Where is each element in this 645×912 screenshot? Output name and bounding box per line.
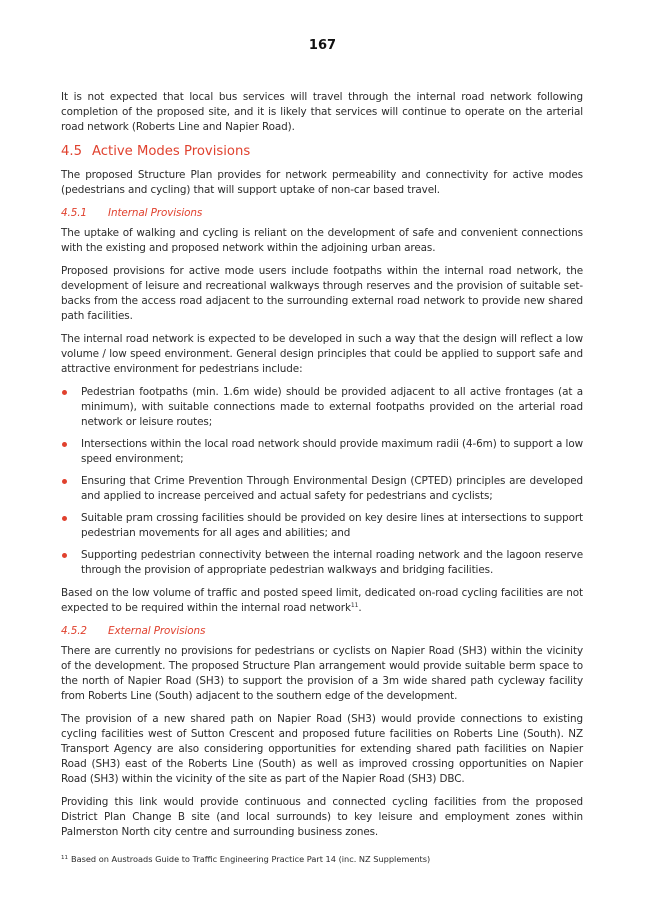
bullet-icon [62, 479, 67, 484]
paragraph-text: Based on the low volume of traffic and posted speed limit, dedicated on-road cycling facilities are not expected to be required within the internal road network [61, 587, 583, 614]
footnote-reference[interactable]: 11 [350, 602, 359, 609]
list-item-text: Intersections within the local road network should provide maximum radii (4-6m) to support a low speed environment; [81, 438, 583, 465]
bullet-icon [62, 516, 67, 521]
subsection-title: Internal Provisions [108, 207, 203, 219]
document-body [61, 90, 583, 848]
bullet-icon [62, 553, 67, 558]
list-item-text: Supporting pedestrian connectivity between the internal roading network and the lagoon reserve through the provision of appropriate pedestrian walkways and bridging facilities. [81, 549, 583, 576]
paragraph-structure-plan: The proposed Structure Plan provides for network permeability and connectivity for active modes (pedestrians and cycling) that will support uptake of non-car based travel. [61, 169, 583, 196]
section-heading-active-modes [61, 143, 583, 161]
footnote [61, 854, 583, 865]
paragraph-end: . [358, 602, 362, 614]
list-item-text: Suitable pram crossing facilities should be provided on key desire lines at intersections to support pedestrian movements for all ages and abilities; and [81, 512, 583, 539]
list-item-text: Ensuring that Crime Prevention Through Environmental Design (CPTED) principles are developed and applied to increase perceived and actual safety for pedestrians and cyclists; [81, 475, 583, 502]
subsection-number: 4.5.1 [61, 207, 87, 219]
paragraph-napier-road: There are currently no provisions for pedestrians or cyclists on Napier Road (SH3) within the vicinity of the development. The proposed Structure Plan arrangement would provide suitable berm space to the north of Napier Road (SH3) to support the provision of a 3m wide shared path cycleway facility from Roberts Line (South) adjacent to the southern edge of the development. [61, 645, 583, 702]
footnote-text: Based on Austroads Guide to Traffic Engineering Practice Part 14 (inc. NZ Supplements) [71, 854, 431, 864]
paragraph-proposed-provisions: Proposed provisions for active mode users include footpaths within the internal road network, the development of leisure and recreational walkways through reserves and the provision of suitable set-backs from the access road adjacent to the surrounding external road network to provide new shared path facilities. [61, 265, 583, 322]
bullet-icon [62, 442, 67, 447]
subsection-title: External Provisions [108, 625, 206, 637]
bullet-icon [62, 390, 67, 395]
paragraph-link: Providing this link would provide continuous and connected cycling facilities from the proposed District Plan Change B site (and local surrounds) to key leisure and employment zones within Palmerston North city centre and surrounding business zones. [61, 796, 583, 838]
paragraph-cycling-facilities [61, 586, 583, 616]
footnote-number: 11 [61, 855, 68, 861]
list-item [61, 385, 583, 430]
list-item-text: Pedestrian footpaths (min. 1.6m wide) should be provided adjacent to all active frontages (at a minimum), with suitable connections made to external footpaths provided on the arterial road network or leisure routes; [81, 386, 583, 428]
list-item [61, 474, 583, 504]
paragraph-internal-network: The internal road network is expected to be developed in such a way that the design will reflect a low volume / low speed environment. General design principles that could be applied to support safe and attractive environment for pedestrians include: [61, 333, 583, 375]
page-number: 167 [308, 38, 337, 53]
section-title: Active Modes Provisions [92, 144, 251, 159]
section-number: 4.5 [61, 144, 82, 159]
design-principles-list [61, 385, 583, 578]
paragraph-walking-cycling: The uptake of walking and cycling is reliant on the development of safe and convenient connections with the existing and proposed network within the adjoining urban areas. [61, 227, 583, 254]
paragraph-shared-path: The provision of a new shared path on Napier Road (SH3) would provide connections to existing cycling facilities west of Sutton Crescent and proposed future facilities on Roberts Line (South). NZ Transport Agency are also considering opportunities for extending shared path facilities on Napier Road (SH3) east of the Roberts Line (South) as well as improved crossing opportunities on Napier Road (SH3) within the vicinity of the site as part of the Napier Road (SH3) DBC. [61, 713, 583, 785]
list-item [61, 511, 583, 541]
subsection-number: 4.5.2 [61, 625, 87, 637]
list-item [61, 437, 583, 467]
list-item [61, 548, 583, 578]
paragraph-bus-services: It is not expected that local bus services will travel through the internal road network following completion of the proposed site, and it is likely that services will continue to operate on the arterial road network (Roberts Line and Napier Road). [61, 91, 583, 133]
subsection-heading-external [61, 624, 583, 639]
subsection-heading-internal [61, 206, 583, 221]
